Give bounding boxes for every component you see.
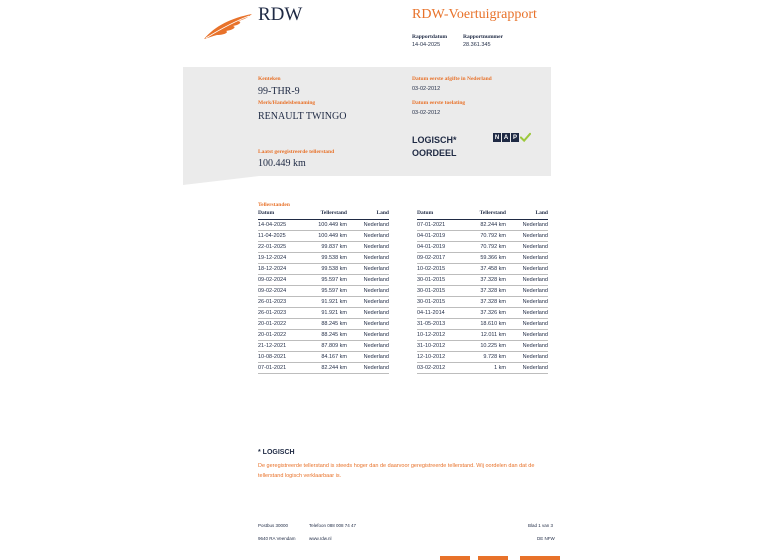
cell-date: 20-01-2022 <box>258 329 304 340</box>
cell-date: 07-01-2021 <box>417 219 463 230</box>
cell-date: 10-12-2012 <box>417 329 463 340</box>
cell-country: Nederland <box>347 329 389 340</box>
first-nl-value: 03-02-2012 <box>412 86 441 92</box>
report-number-label: Rapportnummer <box>463 34 504 40</box>
table-row <box>258 241 389 252</box>
cell-date: 09-02-2024 <box>258 285 304 296</box>
cell-date: 21-12-2021 <box>258 340 304 351</box>
table-row <box>258 340 389 351</box>
cell-country: Nederland <box>347 285 389 296</box>
cell-country: Nederland <box>506 263 548 274</box>
cell-date: 30-01-2015 <box>417 274 463 285</box>
col-country-header: Land <box>347 210 389 219</box>
cell-reading: 88.245 km <box>304 318 347 329</box>
cell-reading: 59.366 km <box>463 252 506 263</box>
table-row <box>258 230 389 241</box>
plate-value: 99-THR-9 <box>258 86 300 97</box>
cell-reading: 91.921 km <box>304 296 347 307</box>
cell-reading: 82.244 km <box>463 219 506 230</box>
cell-reading: 82.244 km <box>304 362 347 373</box>
cell-date: 10-08-2021 <box>258 351 304 362</box>
nap-letter-n: N <box>494 134 500 141</box>
footer-postbus: Postbus 30000 <box>258 523 289 528</box>
cell-reading: 88.245 km <box>304 329 347 340</box>
table-header-row <box>417 210 548 219</box>
report-date: 14-04-2025 <box>412 42 441 48</box>
table-row <box>417 296 548 307</box>
report-number: 28.361.345 <box>463 42 491 48</box>
table-row <box>417 329 548 340</box>
cell-date: 04-01-2019 <box>417 241 463 252</box>
footnote-text: De geregistreerde tellerstand is steeds hoger dan de daarvoor geregistreerde tellerstand. Wij oordelen dan dat de tellerstand logisch verklaarbaar is. <box>258 463 535 479</box>
table-row <box>417 263 548 274</box>
nap-letter-p: P <box>512 134 517 141</box>
table-row <box>258 362 389 373</box>
table-row <box>258 307 389 318</box>
cell-date: 09-02-2017 <box>417 252 463 263</box>
cell-reading: 9.728 km <box>463 351 506 362</box>
cell-date: 26-01-2023 <box>258 307 304 318</box>
cell-date: 30-01-2015 <box>417 296 463 307</box>
cell-date: 03-02-2012 <box>417 362 463 373</box>
col-reading-header: Tellerstand <box>304 210 347 219</box>
verdict-line-1: LOGISCH* <box>412 135 457 145</box>
cell-date: 26-01-2023 <box>258 296 304 307</box>
cell-country: Nederland <box>506 241 548 252</box>
col-reading-header: Tellerstand <box>463 210 506 219</box>
bottom-decoration <box>478 556 508 560</box>
table-row <box>258 219 389 230</box>
cell-date: 31-10-2012 <box>417 340 463 351</box>
cell-reading: 84.167 km <box>304 351 347 362</box>
table-row <box>258 318 389 329</box>
cell-reading: 10.225 km <box>463 340 506 351</box>
cell-date: 11-04-2025 <box>258 230 304 241</box>
cell-date: 31-05-2013 <box>417 318 463 329</box>
cell-country: Nederland <box>506 285 548 296</box>
cell-date: 19-12-2024 <box>258 252 304 263</box>
cell-reading: 95.597 km <box>304 285 347 296</box>
cell-reading: 18.610 km <box>463 318 506 329</box>
nap-letter-a: A <box>503 134 509 141</box>
table-row <box>417 351 548 362</box>
footnote-title: * LOGISCH <box>258 449 295 456</box>
cell-country: Nederland <box>347 340 389 351</box>
table-row <box>417 274 548 285</box>
cell-country: Nederland <box>506 296 548 307</box>
make-value: RENAULT TWINGO <box>258 111 347 122</box>
cell-date: 12-10-2012 <box>417 351 463 362</box>
col-date-header: Datum <box>417 210 463 219</box>
odometer-verdict <box>412 134 457 160</box>
nap-badge <box>493 131 531 144</box>
bottom-decoration <box>440 556 470 560</box>
report-date-label: Rapportdatum <box>412 34 448 40</box>
cell-reading: 87.809 km <box>304 340 347 351</box>
cell-country: Nederland <box>506 252 548 263</box>
cell-date: 07-01-2021 <box>258 362 304 373</box>
table-row <box>258 296 389 307</box>
cell-country: Nederland <box>506 362 548 373</box>
cell-reading: 37.458 km <box>463 263 506 274</box>
cell-reading: 12.011 km <box>463 329 506 340</box>
table-row <box>417 241 548 252</box>
brand-name: RDW <box>258 4 303 25</box>
cell-country: Nederland <box>347 307 389 318</box>
table-row <box>417 318 548 329</box>
col-date-header: Datum <box>258 210 304 219</box>
table-header-row <box>258 210 389 219</box>
table-row <box>417 252 548 263</box>
cell-country: Nederland <box>506 274 548 285</box>
cell-reading: 37.326 km <box>463 307 506 318</box>
readings-table-right <box>417 210 548 374</box>
table-row <box>258 274 389 285</box>
cell-country: Nederland <box>347 241 389 252</box>
cell-country: Nederland <box>506 351 548 362</box>
cell-reading: 100.449 km <box>304 219 347 230</box>
cell-country: Nederland <box>347 351 389 362</box>
table-row <box>258 285 389 296</box>
cell-reading: 99.538 km <box>304 252 347 263</box>
cell-reading: 37.328 km <box>463 274 506 285</box>
footer-postcode: 9640 RA Veendam <box>258 536 296 541</box>
cell-reading: 70.792 km <box>463 241 506 252</box>
cell-country: Nederland <box>347 252 389 263</box>
panel-notch <box>183 176 259 185</box>
first-nl-label: Datum eerste afgifte in Nederland <box>412 76 492 82</box>
table-row <box>417 362 548 373</box>
make-label: Merk/Handelsbenaming <box>258 100 316 106</box>
readings-left-body <box>258 219 389 373</box>
cell-country: Nederland <box>506 307 548 318</box>
cell-date: 09-02-2024 <box>258 274 304 285</box>
cell-country: Nederland <box>506 230 548 241</box>
cell-reading: 99.837 km <box>304 241 347 252</box>
table-row <box>417 230 548 241</box>
first-admission-label: Datum eerste toelating <box>412 100 466 106</box>
cell-country: Nederland <box>347 318 389 329</box>
cell-reading: 1 km <box>463 362 506 373</box>
vehicle-summary-panel <box>183 67 551 176</box>
footer-phone: Telefoon 088 008 74 47 <box>309 523 357 528</box>
cell-date: 04-11-2014 <box>417 307 463 318</box>
table-row <box>258 263 389 274</box>
cell-country: Nederland <box>347 263 389 274</box>
col-country-header: Land <box>506 210 548 219</box>
cell-reading: 100.449 km <box>304 230 347 241</box>
footer-page-number: Blad 1 van 3 <box>528 523 554 528</box>
cell-date: 04-01-2019 <box>417 230 463 241</box>
verdict-line-2: OORDEEL <box>412 148 457 158</box>
cell-date: 10-02-2015 <box>417 263 463 274</box>
cell-reading: 95.597 km <box>304 274 347 285</box>
cell-country: Nederland <box>506 318 548 329</box>
readings-table-left <box>258 210 389 374</box>
odometer-value: 100.449 km <box>258 158 306 169</box>
table-row <box>258 252 389 263</box>
cell-country: Nederland <box>347 296 389 307</box>
odometer-label: Laatst geregistreerde tellerstand <box>258 149 335 155</box>
cell-reading: 37.328 km <box>463 285 506 296</box>
table-row <box>258 351 389 362</box>
table-row <box>417 285 548 296</box>
report-title: RDW-Voertuigrapport <box>412 7 537 22</box>
readings-title: Tellerstanden <box>258 202 290 208</box>
cell-date: 22-01-2025 <box>258 241 304 252</box>
footer-website[interactable]: www.rdw.nl <box>309 536 332 541</box>
cell-country: Nederland <box>347 274 389 285</box>
cell-country: Nederland <box>347 219 389 230</box>
cell-date: 30-01-2015 <box>417 285 463 296</box>
readings-right-body <box>417 219 548 373</box>
cell-reading: 91.921 km <box>304 307 347 318</box>
table-row <box>417 307 548 318</box>
footer-code: DE NFW <box>537 536 555 541</box>
cell-date: 20-01-2022 <box>258 318 304 329</box>
cell-reading: 99.538 km <box>304 263 347 274</box>
cell-country: Nederland <box>506 340 548 351</box>
bottom-decoration <box>520 556 560 560</box>
first-admission-value: 03-02-2012 <box>412 110 441 116</box>
table-row <box>258 329 389 340</box>
cell-country: Nederland <box>506 329 548 340</box>
cell-country: Nederland <box>347 230 389 241</box>
cell-country: Nederland <box>506 219 548 230</box>
rdw-feather-logo-icon <box>203 12 253 40</box>
cell-date: 18-12-2024 <box>258 263 304 274</box>
cell-country: Nederland <box>347 362 389 373</box>
checkmark-icon <box>520 132 531 143</box>
cell-reading: 37.328 km <box>463 296 506 307</box>
cell-reading: 70.792 km <box>463 230 506 241</box>
cell-date: 14-04-2025 <box>258 219 304 230</box>
table-row <box>417 340 548 351</box>
table-row <box>417 219 548 230</box>
plate-label: Kenteken <box>258 76 281 82</box>
